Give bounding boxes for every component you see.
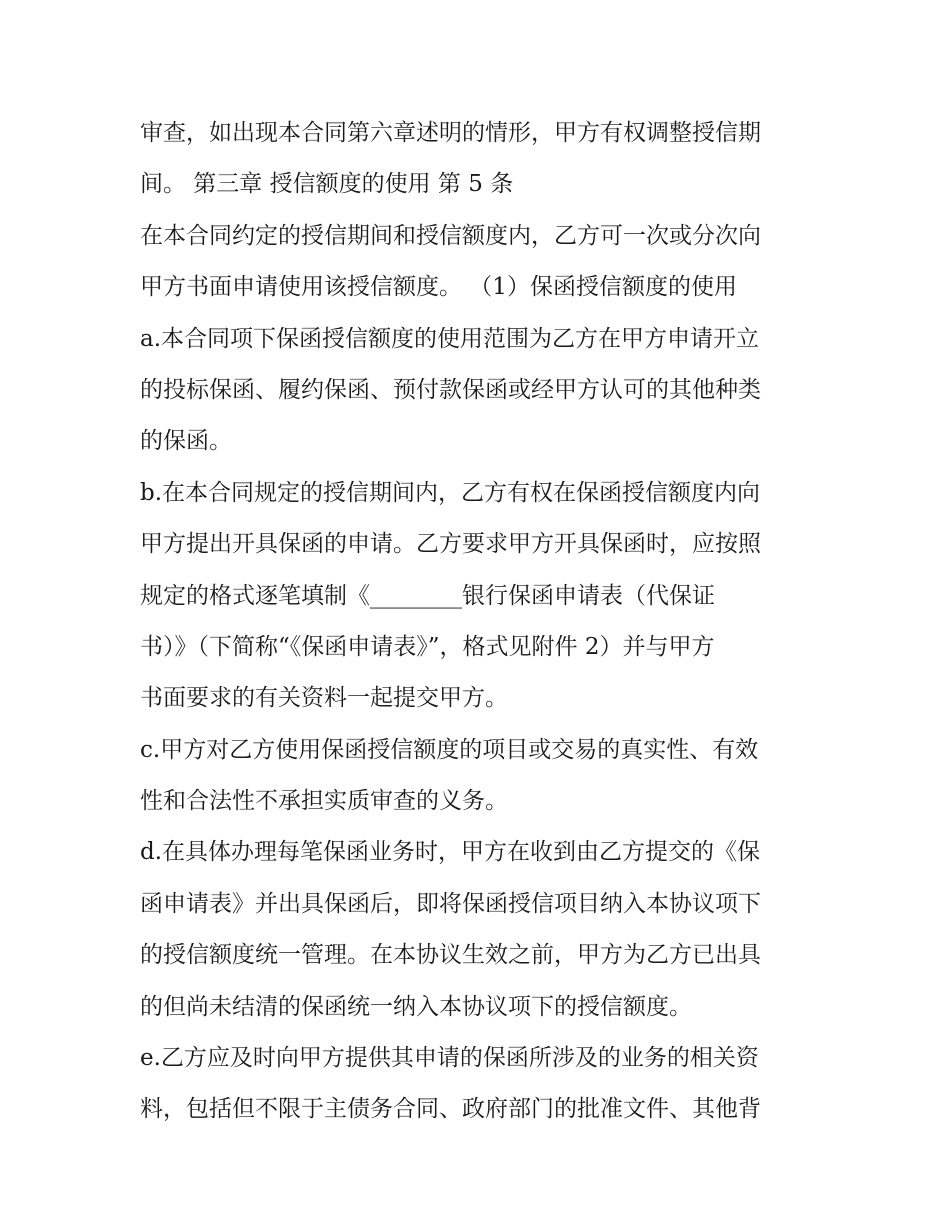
text-line-12: 书面要求的有关资料一起提交甲方。 [140, 685, 508, 712]
text-line-1: 审查，如出现本合同第六章述明的情形，甲方有权调整授信期 [140, 120, 761, 146]
text-line-13: c.甲方对乙方使用保函授信额度的项目或交易的真实性、有效 [140, 736, 759, 763]
text-line-7: 的保函。 [140, 428, 232, 455]
text-line-18: 的但尚未结清的保函统一纳入本协议项下的授信额度。 [140, 993, 692, 1020]
text-line-2: 间。 第三章 授信额度的使用 第 5 条 [140, 171, 514, 198]
text-line-4: 甲方书面申请使用该授信额度。 （1）保函授信额度的使用 [140, 274, 737, 301]
document-body [140, 108, 820, 1136]
text-line-20: 料，包括但不限于主债务合同、政府部门的批准文件、其他背 [140, 1096, 761, 1123]
text-line-9: 甲方提出开具保函的申请。乙方要求甲方开具保函时，应按照 [140, 531, 761, 558]
text-line-3: 在本合同约定的授信期间和授信额度内，乙方可一次或分次向 [140, 222, 761, 249]
text-line-5: a.本合同项下保函授信额度的使用范围为乙方在甲方申请开立 [140, 325, 760, 352]
text-line-11: 书）》（下简称“《保函申请表》”，格式见附件 2）并与甲方 [140, 633, 715, 660]
text-line-8: b.在本合同规定的授信期间内，乙方有权在保函授信额度内向 [140, 479, 761, 506]
text-line-17: 的授信额度统一管理。在本协议生效之前，甲方为乙方已出具 [140, 942, 761, 969]
text-line-19: e.乙方应及时向甲方提供其申请的保函所涉及的业务的相关资 [140, 1045, 759, 1072]
text-line-6: 的投标保函、履约保函、预付款保函或经甲方认可的其他种类 [140, 376, 761, 403]
text-line-10: 规定的格式逐笔填制《________银行保函申请表（代保证 [140, 582, 715, 609]
text-line-15: d.在具体办理每笔保函业务时，甲方在收到由乙方提交的《保 [140, 839, 761, 866]
text-line-16: 函申请表》并出具保函后，即将保函授信项目纳入本协议项下 [140, 890, 761, 917]
text-line-14: 性和合法性不承担实质审查的义务。 [140, 788, 508, 815]
